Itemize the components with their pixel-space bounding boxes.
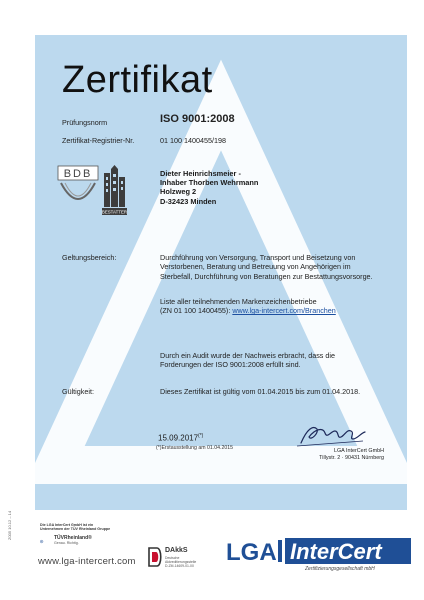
- bdb-logo: [57, 165, 128, 223]
- address-line-1: Dieter Heinrichsmeier -: [160, 169, 241, 178]
- dakks-line-3: D-ZM-14609-01-00: [165, 564, 194, 568]
- validity-text: Dieses Zertifikat ist gültig vom 01.04.2015 bis zum 01.04.2018.: [160, 387, 361, 396]
- lga-brand-text: LGA: [226, 539, 277, 565]
- dakks-details: [165, 556, 196, 568]
- footer-url[interactable]: www.lga-intercert.com: [38, 556, 136, 567]
- tuv-note-line-1: Die LGA InterCert GmbH ist ein: [40, 523, 94, 527]
- intercert-brand-text: InterCert: [290, 539, 382, 564]
- address-line-3: Holzweg 2: [160, 187, 197, 197]
- scope-label: Geltungsbereich:: [62, 253, 117, 262]
- validity-label: Gültigkeit:: [62, 387, 94, 396]
- scope-text: Durchführung von Versorgung, Transport und Beisetzung von Verstorbenen, Beratung und Betreuung von Angehörigen im Sterbefall, Durchführung von Beratungen zur Bestattungsvorsorge.: [160, 253, 373, 281]
- tuv-brand: TÜVRheinland®: [54, 535, 92, 541]
- registry-value: 01 100 1400455/198: [160, 136, 226, 145]
- participants-list: [160, 297, 375, 316]
- tuv-tagline: Genau. Richtig.: [54, 541, 79, 545]
- holder-address: [160, 169, 258, 206]
- tuv-group-note: [40, 523, 110, 532]
- dakks-line-1: Deutsche: [165, 556, 180, 560]
- tuv-rheinland-icon: [40, 535, 54, 549]
- dakks-icon: [147, 546, 163, 568]
- audit-text: Durch ein Audit wurde der Nachweis erbracht, dass die Forderungen der ISO 9001:2008 erfüllt sind.: [160, 351, 335, 370]
- participants-list-title: Liste aller teilnehmenden Markenzeichenbetriebe: [160, 297, 317, 306]
- issuer-address: Tillystr. 2 · 90431 Nürnberg: [319, 455, 384, 461]
- registry-label: Zertifikat-Registrier-Nr.: [62, 136, 135, 145]
- first-issue-note: (*)Erstausstellung am 01.04.2015: [156, 445, 233, 451]
- signature: [297, 423, 367, 447]
- lga-intercert-logo: [226, 537, 411, 565]
- address-line-4: D-32423 Minden: [160, 196, 217, 206]
- standard-value: ISO 9001:2008: [160, 113, 235, 125]
- standard-label: Prüfungsnorm: [62, 118, 108, 127]
- issuer-name: LGA InterCert GmbH: [333, 448, 384, 454]
- certificate-panel: [35, 35, 407, 510]
- dakks-brand: DAkkS: [165, 547, 188, 554]
- document-code: Z005 10.12 – 14: [7, 510, 12, 540]
- bdb-logo-subtext: BESTATTER: [101, 209, 128, 215]
- certificate-title: Zertifikat: [62, 59, 213, 101]
- bdb-logo-text: BDB: [63, 168, 93, 180]
- issue-date: [158, 433, 203, 443]
- participants-list-ref: (ZN 01 100 1400455):: [160, 306, 233, 316]
- intercert-tagline: Zertifizierungsgesellschaft mbH: [305, 566, 375, 572]
- dakks-line-2: Akkreditierungsstelle: [165, 560, 197, 564]
- address-line-2: Inhaber Thorben Wehrmann: [160, 178, 259, 188]
- issue-date-mark: (*): [198, 433, 204, 439]
- issuer-block: [284, 448, 384, 462]
- participants-link[interactable]: www.lga-intercert.com/Branchen: [232, 306, 336, 316]
- issue-date-value: 15.09.2017: [158, 433, 199, 443]
- tuv-note-line-2: Unternehmen der TÜV Rheinland Gruppe: [40, 527, 111, 532]
